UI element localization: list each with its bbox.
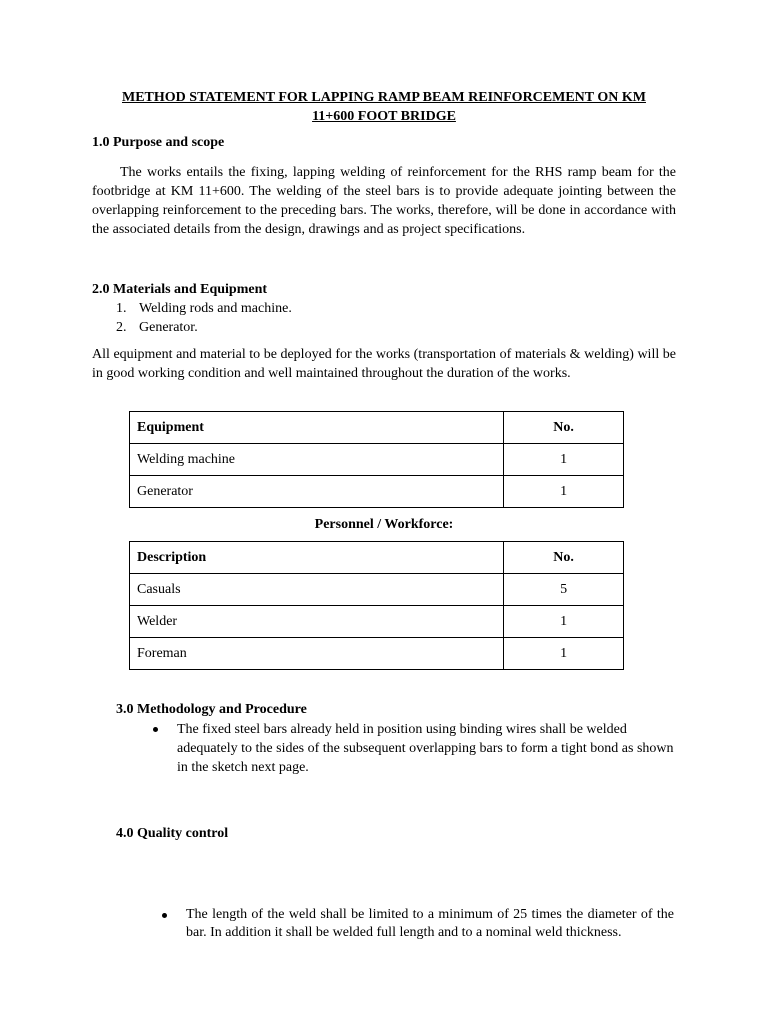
header-cell: Equipment [130,412,504,444]
table-cell: Welder [130,606,504,638]
table-row [130,444,624,476]
table-header-row [130,412,624,444]
section-1-body: The works entails the fixing, lapping welding of reinforcement for the RHS ramp beam for the footbridge at KM 11+600. The welding of the steel bars is to provide adequate jointing between the overlapping reinforcement to the preceding bars. The works, therefore, will be done in accordance with the associated details from the design, drawings and as project specifications. [92,165,676,237]
section-2-heading: 2.0 Materials and Equipment [92,282,268,297]
personnel-table [129,541,624,670]
bullet-icon [162,913,167,918]
table-cell: Welding machine [130,444,504,476]
equipment-table [129,411,624,508]
table-cell: 1 [504,476,624,508]
section-3-heading: 3.0 Methodology and Procedure [116,702,307,717]
bullet-text: The fixed steel bars already held in position using binding wires shall be welded adequately to the sides of the subsequent overlapping bars to form a tight bond as shown in the sketch next page. [177,722,674,775]
bullet-text: The length of the weld shall be limited to a minimum of 25 times the diameter of the bar. In addition it shall be welded full length and to a nominal weld thickness. [186,907,674,940]
header-cell: No. [504,542,624,574]
list-item-text: Welding rods and machine. [139,301,292,316]
title-line-1: METHOD STATEMENT FOR LAPPING RAMP BEAM REINFORCEMENT ON KM [122,90,646,105]
document-title [92,88,676,126]
personnel-caption: Personnel / Workforce: [314,517,454,532]
bullet-icon [153,727,158,732]
title-line-2: 11+600 FOOT BRIDGE [312,109,456,124]
table-row [130,606,624,638]
section-4-heading: 4.0 Quality control [116,826,229,841]
list-item-number: 2. [116,320,127,335]
list-item [116,299,292,318]
list-item-number: 1. [116,301,127,316]
table-cell: 1 [504,606,624,638]
list-item-text: Generator. [139,320,198,335]
materials-list [116,299,292,337]
table-cell: Foreman [130,638,504,670]
section-1-heading: 1.0 Purpose and scope [92,135,225,150]
table-cell: Generator [130,476,504,508]
table-row [130,638,624,670]
list-item [116,318,292,337]
section-3-bullet [153,720,676,777]
table-row [130,574,624,606]
table-cell: 1 [504,444,624,476]
table-cell: 1 [504,638,624,670]
section-4-bullet [162,906,674,941]
header-cell: Description [130,542,504,574]
table-row [130,476,624,508]
table-cell: Casuals [130,574,504,606]
table-cell: 5 [504,574,624,606]
section-2-body: All equipment and material to be deployed for the works (transportation of materials & welding) will be in good working condition and well maintained throughout the duration of the works. [92,347,676,381]
header-cell: No. [504,412,624,444]
table-header-row [130,542,624,574]
